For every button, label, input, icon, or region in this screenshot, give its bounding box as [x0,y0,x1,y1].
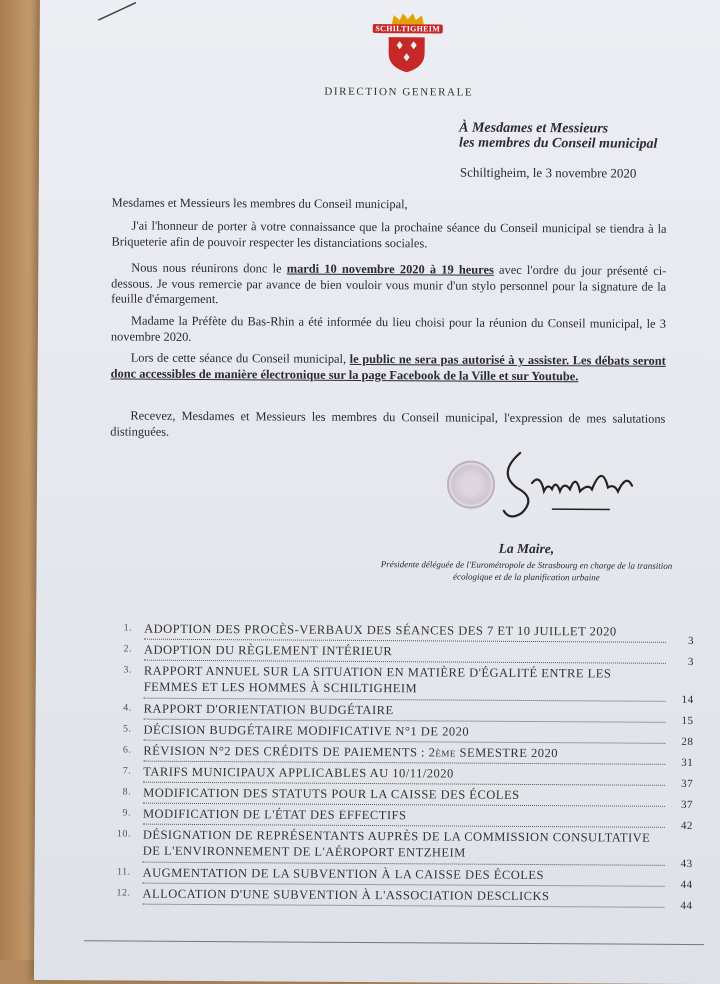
agenda-item-title: AUGMENTATION DE LA SUBVENTION À LA CAISSE DES ÉCOLES [142,865,545,883]
recipient-line-1: À Mesdames et Messieurs [459,120,609,137]
agenda-item-number: 3. [123,664,132,676]
agenda-item-page: 37 [681,777,694,791]
agenda-item-title: ADOPTION DU RÈGLEMENT INTÉRIEUR [143,642,393,659]
handwritten-signature [492,443,643,534]
agenda-item-page: 44 [680,878,693,892]
agenda-item [95,826,705,871]
paragraph-closing [110,408,665,442]
online-broadcast-notice: Les débats seront donc accessibles de manière électronique sur la page Facebook de la Ville et sur Youtube. [110,353,666,383]
agenda-item-number: 12. [116,887,131,899]
letter-page [34,0,720,984]
department-heading: DIRECTION GENERALE [324,85,474,99]
agenda-item-title: RAPPORT D'ORIENTATION BUDGÉTAIRE [143,701,394,718]
agenda-item-page: 43 [680,857,693,871]
p2-intro: Nous nous réunirons donc le [131,260,287,276]
greeting: Mesdames et Messieurs les membres du Conseil municipal, [111,195,408,212]
signatory-title: La Maire, [498,540,555,557]
p2-rest: avec l'ordre du jour présenté ci-dessous. Je vous remercie par avance de bien vouloir vous munir d'un stylo personnel pour la signature de la feuille d'émargement. [111,262,667,307]
official-seal-icon [447,460,495,508]
meeting-date-highlight: mardi 10 novembre 2020 à 19 heures [286,261,494,277]
agenda-item-page: 31 [681,756,694,770]
agenda-item-page: 37 [680,798,694,812]
agenda-item-page: 3 [687,655,694,669]
agenda-item [96,662,706,707]
agenda-item-number: 1. [123,622,133,634]
paragraph-prefecture [111,313,666,347]
agenda-item-page: 3 [687,634,695,648]
agenda-item-title: ALLOCATION D'UNE SUBVENTION À L'ASSOCIATION DESCLICKS [142,886,550,904]
agenda-item-page: 44 [680,899,693,913]
agenda-item-page: 28 [681,735,694,749]
agenda-item [94,885,704,913]
agenda-item-title: TARIFS MUNICIPAUX APPLICABLES AU 10/11/2020 [143,764,454,781]
agenda-item-page: 15 [681,714,694,728]
agenda-item-number: 6. [122,744,132,756]
logo-wordmark: SCHILTIGHEIM [373,24,443,33]
paragraph-public-access [111,350,666,384]
footer-rule [84,940,704,945]
agenda-item-number: 4. [123,702,132,714]
agenda-list [94,620,706,913]
city-shield-icon [386,35,426,73]
agenda-item-number: 2. [123,643,133,655]
agenda-item-number: 9. [122,807,132,819]
agenda-item-title: ADOPTION DES PROCÈS-VERBAUX DES SÉANCES DES 7 ET 10 JUILLET 2020 [144,621,617,639]
p4-intro: Lors de cette séance du Conseil municipal, [130,350,350,366]
agenda-item-number: 7. [122,765,132,777]
paragraph-venue-text: J'ai l'honneur de porter à votre connaissance que la prochaine séance du Conseil municipal se tiendra à la Briqueterie afin de pouvoir respecter les distanciations sociales. [111,218,667,250]
p5-text: Recevez, Mesdames et Messieurs les membres du Conseil municipal, l'expression de mes salutations distinguées. [110,408,666,439]
agenda-item-page: 14 [681,693,694,707]
agenda-item-title: MODIFICATION DE L'ÉTAT DES EFFECTIFS [142,806,407,823]
agenda-item-title: DÉSIGNATION DE REPRÉSENTANTS AUPRÈS DE LA COMMISSION CONSULTATIVE DE L'ENVIRONNEMENT DE L'AÉROPORT ENTZHEIM [142,827,651,860]
agenda-item-number: 8. [122,786,132,798]
agenda-item-page: 42 [680,819,693,833]
paragraph-meeting-date [111,260,666,310]
p3-text: Madame la Préfète du Bas-Rhin a été informée du lieu choisi pour la réunion du Conseil municipal, le 3 novembre 2020. [110,313,667,344]
letter-date: Schiltigheim, le 3 novembre 2020 [459,164,637,181]
signatory-description: Présidente déléguée de l'Eurométropole de Strasbourg en charge de la transition écologique et de la planification urbaine [380,559,673,583]
agenda-item-number: 11. [116,866,131,878]
recipient-line-2: les membres du Conseil municipal [459,135,658,152]
no-public-notice: le public ne sera pas autorisé à y assister. [349,351,570,368]
agenda-item-number: 5. [122,723,132,735]
agenda-item-title: MODIFICATION DES STATUTS POUR LA CAISSE DES ÉCOLES [143,785,520,802]
paragraph-venue [111,218,666,252]
agenda-item-title: DÉCISION BUDGÉTAIRE MODIFICATIVE N°1 DE 2020 [143,722,470,739]
agenda-item-title: RAPPORT ANNUEL SUR LA SITUATION EN MATIÈRE D'ÉGALITÉ ENTRE LES FEMMES ET LES HOMMES À SCHILTIGHEIM [143,663,612,696]
agenda-item-title: RÉVISION N°2 DES CRÉDITS DE PAIEMENTS : 2ème SEMESTRE 2020 [143,743,559,761]
pen-tip-icon [98,0,138,20]
agenda-item-number: 10. [116,828,131,840]
